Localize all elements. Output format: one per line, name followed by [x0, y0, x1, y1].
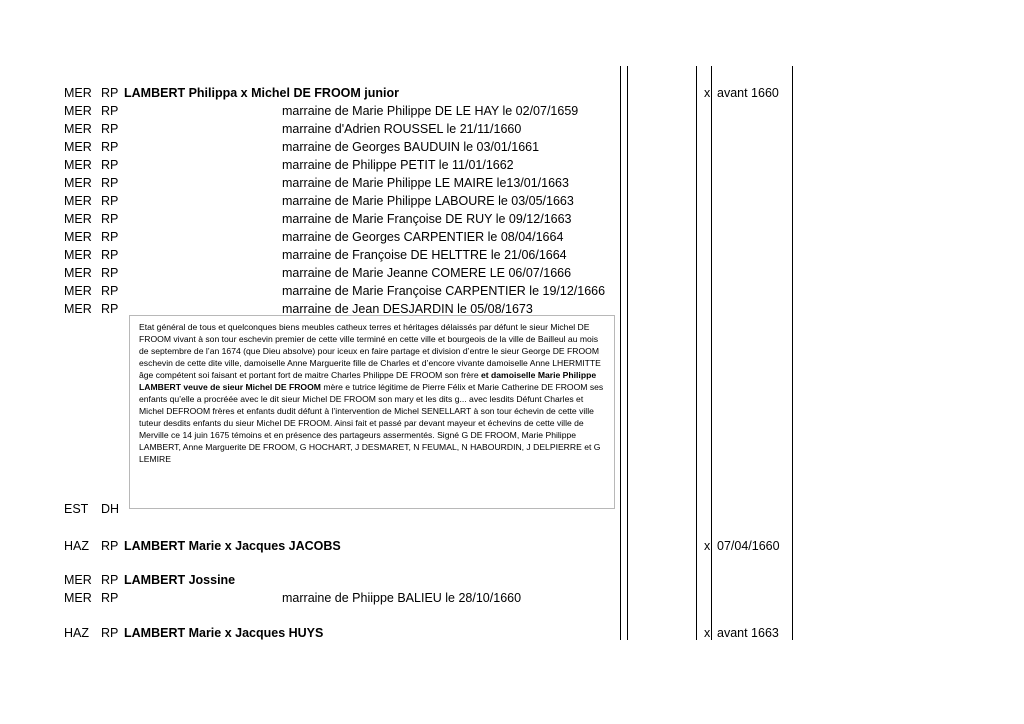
source-cell: RP — [101, 539, 119, 553]
location-cell: MER — [64, 86, 92, 100]
event-description: marraine de Marie Philippe LABOURE le 03/05/1663 — [282, 194, 574, 208]
source-cell: RP — [101, 104, 119, 118]
person-name: LAMBERT Philippa x Michel DE FROOM junior — [124, 86, 400, 100]
source-cell: RP — [101, 176, 119, 190]
location-cell: MER — [64, 212, 92, 226]
location-cell: HAZ — [64, 626, 89, 640]
source-cell: RP — [101, 194, 119, 208]
source-cell: RP — [101, 86, 119, 100]
source-cell: RP — [101, 230, 119, 244]
location-cell: MER — [64, 230, 92, 244]
location-cell: MER — [64, 591, 92, 605]
event-description: marraine de Françoise DE HELTTRE le 21/06/1664 — [282, 248, 567, 262]
estate-note-box — [129, 315, 615, 509]
note-text: Etat général de tous et quelconques biens meubles catheux terres et héritages délaissés par défunt le sieur Michel DE FROOM vivant à son tour eschevin premier de cette ville terminé en cette ville et bourgeois de la ville de Bailleul au mois de septembre de l’an 1674 (que Dieu absolve) pour iceux en faire partage et division d’entre le sieur George DE FROOM eschevin de cette dite ville, damoiselle Anne Marguerite fille de Charles et d’encore vivante damoiselle Anne LHERMITTE âge compétent soi faisant et portant fort de maitre Charles Philippe DE FROOM son frère — [139, 322, 601, 380]
location-cell: MER — [64, 266, 92, 280]
source-cell: RP — [101, 158, 119, 172]
source-cell: RP — [101, 284, 119, 298]
event-description: marraine de Marie Philippe LE MAIRE le13/01/1663 — [282, 176, 569, 190]
source-cell: DH — [101, 502, 120, 516]
date-cell: avant 1660 — [717, 86, 779, 100]
date-cell: avant 1663 — [717, 626, 779, 640]
column-rule-4 — [711, 66, 712, 640]
note-text-continued: mère e tutrice légitime de Pierre Félix et Marie Catherine DE FROOM ses enfants qu’elle a procréée avec le dit sieur Michel DE FROOM son mary et les dits g... avec lesdits Défunt Charles et Michel DEFROOM frères et enfants dudit défunt à l’intervention de Michel SENELLART à son tour échevin de cette ville tuteur desdits enfants du sieur Michel DE FROOM. Ainsi fait et passé par devant mayeur et échevins de cette ville de Merville ce 14 juin 1675 témoins et en présence des partageurs assermentés. Signé G DE FROOM, Marie Philippe LAMBERT, Anne Marguerite DE FROOM, G HOCHART, J DESMARET, N FEUMAL, N HABOURDIN, J DELPIERRE et G LEMIRE — [139, 382, 604, 464]
location-cell: MER — [64, 573, 92, 587]
event-description: marraine de Georges CARPENTIER le 08/04/1664 — [282, 230, 564, 244]
column-rule-2 — [627, 66, 628, 640]
location-cell: MER — [64, 104, 92, 118]
source-cell: RP — [101, 248, 119, 262]
event-description: marraine de Marie Jeanne COMERE LE 06/07/1666 — [282, 266, 572, 280]
event-description: marraine d'Adrien ROUSSEL le 21/11/1660 — [282, 122, 522, 136]
source-cell: RP — [101, 212, 119, 226]
person-name: LAMBERT Marie x Jacques HUYS — [124, 626, 324, 640]
location-cell: MER — [64, 140, 92, 154]
source-cell: RP — [101, 140, 119, 154]
source-cell: RP — [101, 302, 119, 316]
location-cell: MER — [64, 122, 92, 136]
location-cell: MER — [64, 302, 92, 316]
note-bold-text: et damoiselle Marie Philippe LAMBERT veuve de sieur Michel DE FROOM — [139, 370, 597, 392]
column-rule-1 — [620, 66, 621, 640]
person-name: LAMBERT Jossine — [124, 573, 236, 587]
event-description: marraine de Phiippe BALIEU le 28/10/1660 — [282, 591, 522, 605]
event-description: marraine de Jean DESJARDIN le 05/08/1673 — [282, 302, 533, 316]
source-cell: RP — [101, 573, 119, 587]
person-name: LAMBERT Marie x Jacques JACOBS — [124, 539, 341, 553]
event-description: marraine de Marie Françoise CARPENTIER le 19/12/1666 — [282, 284, 606, 298]
source-cell: RP — [101, 122, 119, 136]
column-rule-3 — [696, 66, 697, 640]
source-cell: RP — [101, 626, 119, 640]
event-description: marraine de Georges BAUDUIN le 03/01/1661 — [282, 140, 540, 154]
marriage-mark: x — [704, 539, 711, 553]
source-cell: RP — [101, 266, 119, 280]
column-rule-5 — [792, 66, 793, 640]
location-cell: MER — [64, 194, 92, 208]
location-cell: MER — [64, 158, 92, 172]
date-cell: 07/04/1660 — [717, 539, 780, 553]
event-description: marraine de Philippe PETIT le 11/01/1662 — [282, 158, 514, 172]
source-cell: RP — [101, 591, 119, 605]
location-cell: EST — [64, 502, 89, 516]
marriage-mark: x — [704, 626, 711, 640]
marriage-mark: x — [704, 86, 711, 100]
event-description: marraine de Marie Françoise DE RUY le 09/12/1663 — [282, 212, 572, 226]
location-cell: MER — [64, 176, 92, 190]
event-description: marraine de Marie Philippe DE LE HAY le 02/07/1659 — [282, 104, 579, 118]
location-cell: MER — [64, 284, 92, 298]
location-cell: HAZ — [64, 539, 89, 553]
location-cell: MER — [64, 248, 92, 262]
